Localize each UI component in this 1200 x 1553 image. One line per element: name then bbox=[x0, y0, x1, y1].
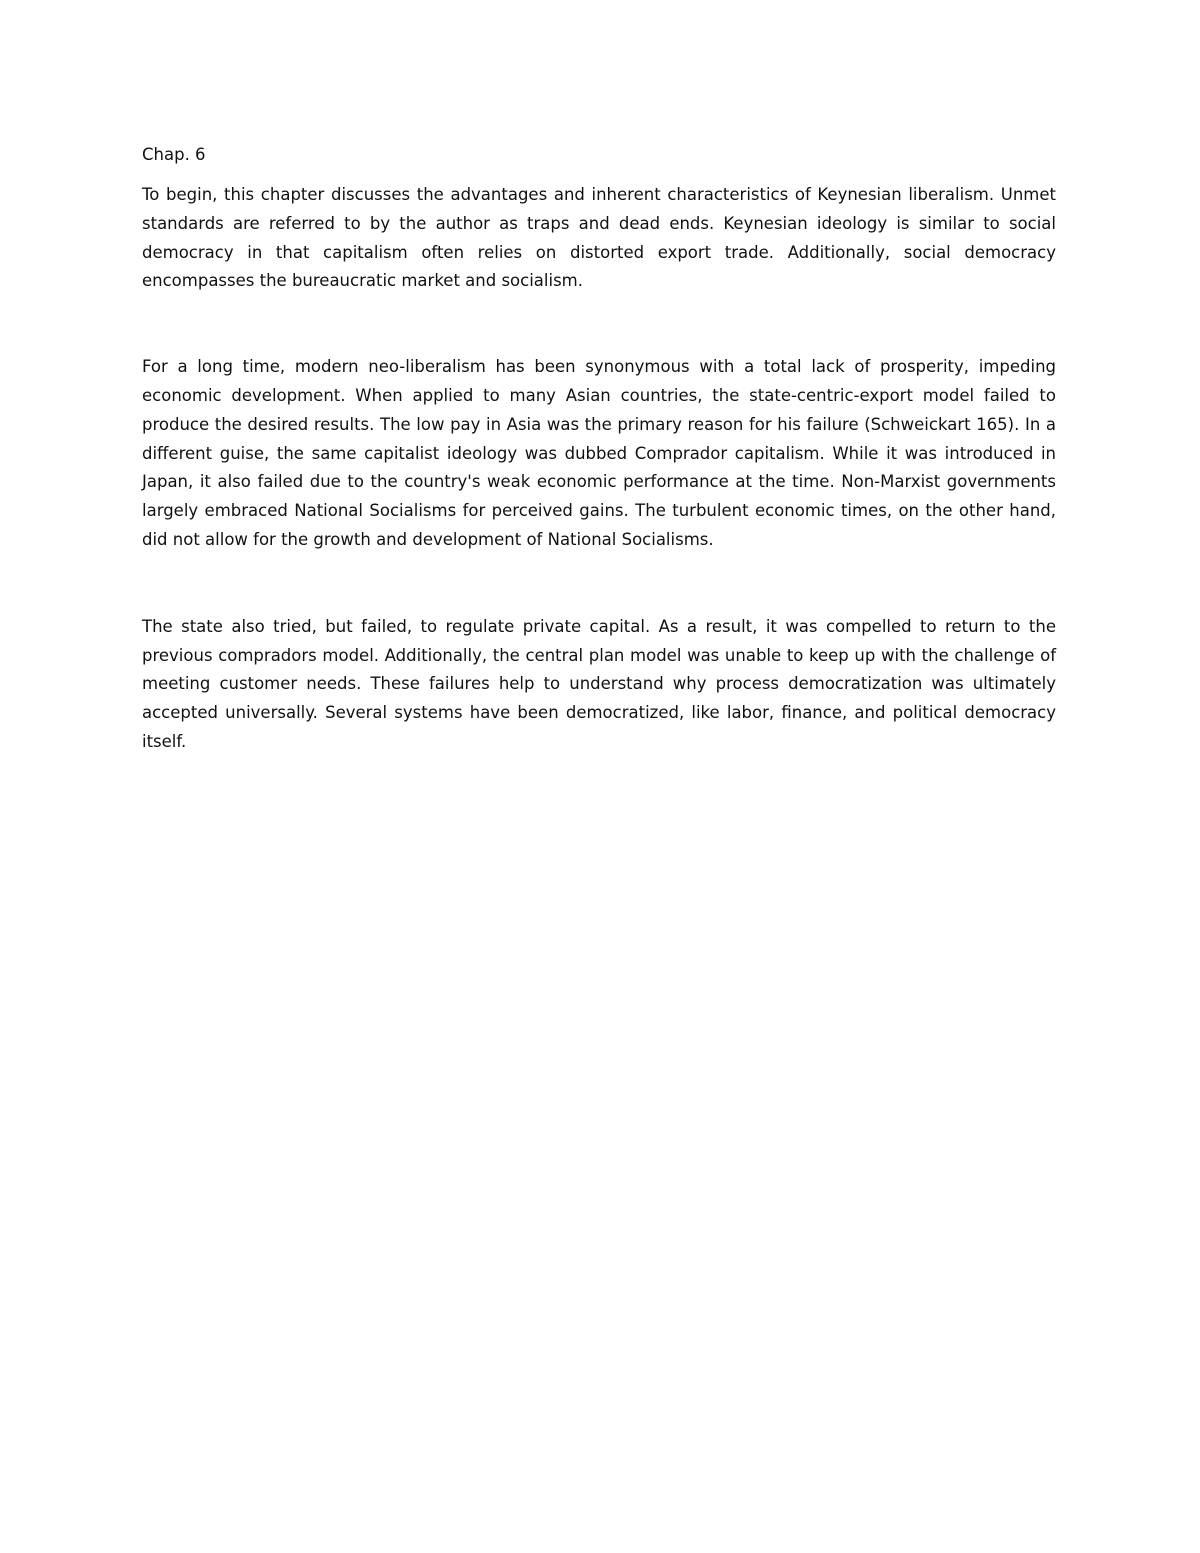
paragraph-1: To begin, this chapter discusses the advantages and inherent characteristics of Keynesian liberalism. Unmet standards are referred to by the author as traps and dead ends. Keynesian ideology is similar to social democracy in that capitalism often relies on distorted export trade. Additionally, social democracy encompasses the bureaucratic market and socialism. bbox=[142, 185, 1056, 291]
paragraph-2: For a long time, modern neo-liberalism has been synonymous with a total lack of prosperity, impeding economic development. When applied to many Asian countries, the state-centric-export model failed to produce the desired results. The low pay in Asia was the primary reason for his failure (Schweickart 165). In a different guise, the same capitalist ideology was dubbed Comprador capitalism. While it was introduced in Japan, it also failed due to the country's weak economic performance at the time. Non-Marxist governments largely embraced National Socialisms for perceived gains. The turbulent economic times, on the other hand, did not allow for the growth and development of National Socialisms. bbox=[142, 357, 1056, 549]
paragraph-3: The state also tried, but failed, to regulate private capital. As a result, it was compelled to return to the previous compradors model. Additionally, the central plan model was unable to keep up with the challenge of meeting customer needs. These failures help to understand why process democratization was ultimately accepted universally. Several systems have been democratized, like labor, finance, and political democracy itself. bbox=[142, 616, 1056, 751]
document-body bbox=[142, 140, 1056, 757]
chapter-heading: Chap. 6 bbox=[142, 145, 206, 164]
